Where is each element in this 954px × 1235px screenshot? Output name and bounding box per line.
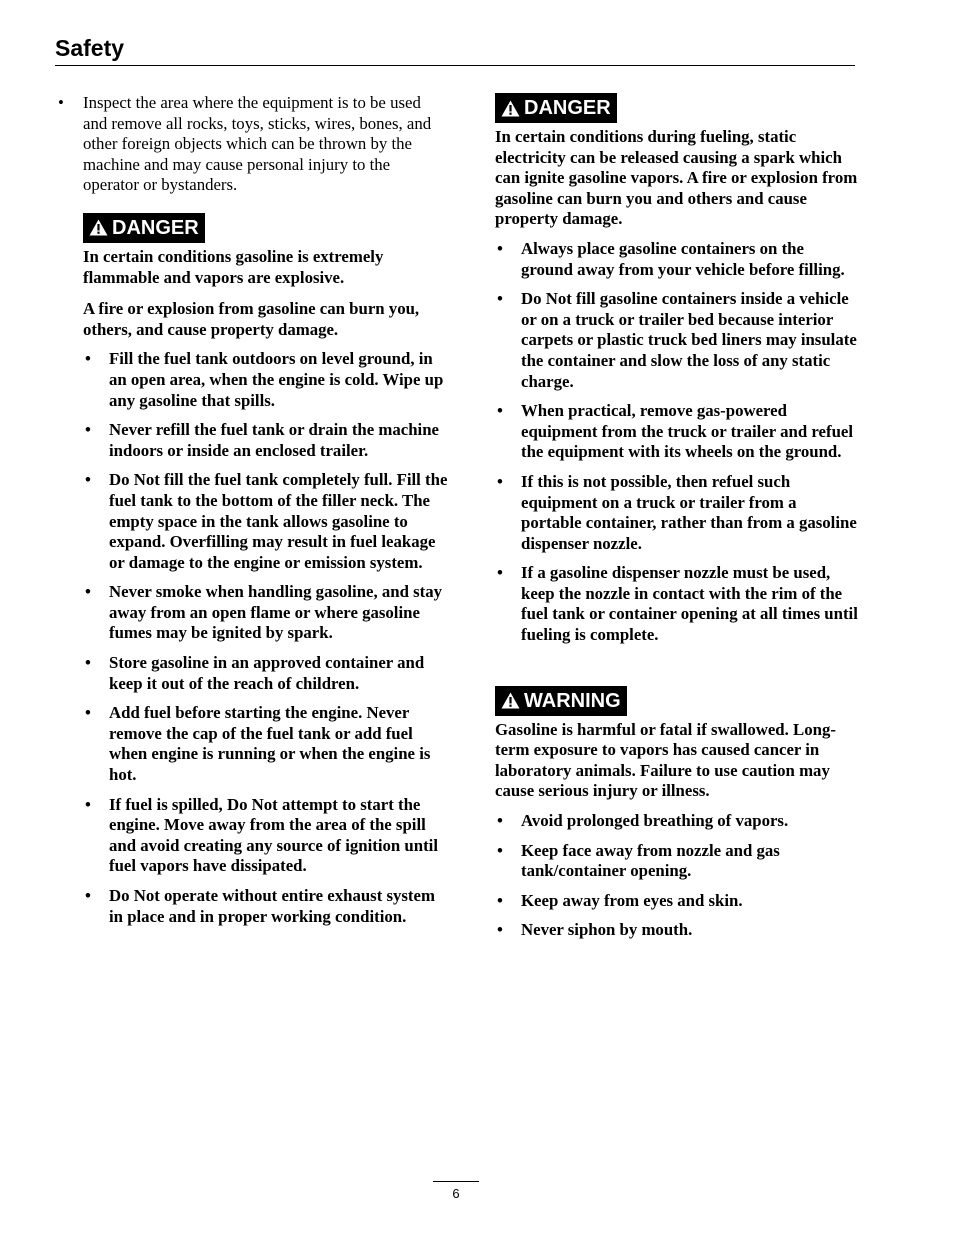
list-item: • Never siphon by mouth. — [495, 920, 860, 941]
warning-swallow-section — [495, 655, 860, 941]
page-title: Safety — [55, 35, 125, 61]
list-item: • Never refill the fuel tank or drain the machine indoors or inside an enclosed trailer. — [83, 420, 448, 461]
danger-label-text: DANGER — [112, 216, 199, 239]
list-item: • If this is not possible, then refuel such equipment on a truck or trailer from a portable container, rather than from a gasoline dispenser nozzle. — [495, 472, 860, 554]
list-item: • Keep face away from nozzle and gas tank/container opening. — [495, 841, 860, 882]
warning-paragraph: Gasoline is harmful or fatal if swallowed. Long-term exposure to vapors has caused cancer in laboratory animals. Failure to use caution may cause serious injury or illness. — [495, 719, 836, 801]
list-item: • If a gasoline dispenser nozzle must be used, keep the nozzle in contact with the rim of the fuel tank or container opening at all times until fueling is complete. — [495, 563, 860, 645]
warning-triangle-icon — [501, 692, 520, 709]
list-item: • Always place gasoline containers on the ground away from your vehicle before filling. — [495, 239, 860, 280]
warning-label-text: WARNING — [524, 689, 621, 712]
list-item: • If fuel is spilled, Do Not attempt to start the engine. Move away from the area of the spill and avoid creating any source of ignition until fuel vapors have dissipated. — [83, 795, 448, 877]
list-item: • Do Not fill the fuel tank completely full. Fill the fuel tank to the bottom of the filler neck. The empty space in the tank allows gasoline to expand. Overfilling may result in fuel leakage or damage to the engine or emission system. — [83, 470, 448, 573]
danger-paragraph: In certain conditions gasoline is extremely flammable and vapors are explosive. — [83, 246, 384, 287]
warning-triangle-icon — [501, 100, 520, 117]
list-item: • Fill the fuel tank outdoors on level ground, in an open area, when the engine is cold. Wipe up any gasoline that spills. — [83, 349, 448, 411]
danger-label-text: DANGER — [524, 97, 611, 119]
warning-triangle-icon — [89, 219, 108, 236]
list-item: • Add fuel before starting the engine. Never remove the cap of the fuel tank or add fuel when engine is running or when the engine is hot. — [83, 703, 448, 785]
danger-fuel-bullets — [83, 349, 448, 927]
list-item: • Do Not fill gasoline containers inside a vehicle or on a truck or trailer bed because interior carpets or plastic truck bed liners may insulate the container and slow the loss of any static charge. — [495, 289, 860, 392]
danger-label — [83, 213, 205, 243]
list-item: • When practical, remove gas-powered equipment from the truck or trailer and refuel the equipment with its wheels on the ground. — [495, 401, 860, 463]
list-item: • Do Not operate without entire exhaust system in place and in proper working condition. — [83, 886, 448, 927]
intro-item: • Inspect the area where the equipment is to be used and remove all rocks, toys, sticks, wires, bones, and other foreign objects which can be thrown by the machine and may cause personal injury to the operator or bystanders. — [56, 93, 448, 196]
danger-fuel-section — [83, 196, 448, 927]
danger-static-bullets — [495, 239, 860, 646]
left-column — [56, 93, 448, 936]
intro-list — [56, 93, 448, 196]
right-column — [470, 93, 860, 950]
list-item: • Avoid prolonged breathing of vapors. — [495, 811, 860, 832]
danger-label — [495, 93, 617, 123]
danger-paragraph: In certain conditions during fueling, static electricity can be released causing a spark which can ignite gasoline vapors. A fire or explosion from gasoline can burn you and others and cause property damage. — [495, 127, 858, 229]
danger-paragraph: A fire or explosion from gasoline can burn you, others, and cause property damage. — [83, 299, 420, 339]
list-item: • Keep away from eyes and skin. — [495, 891, 860, 912]
list-item: • Store gasoline in an approved container and keep it out of the reach of children. — [83, 653, 448, 694]
list-item: • Never smoke when handling gasoline, and stay away from an open flame or where gasoline fumes may be ignited by spark. — [83, 582, 448, 644]
danger-static-section — [495, 93, 860, 646]
page-number: 6 — [433, 1181, 479, 1202]
warning-bullets — [495, 811, 860, 941]
warning-label — [495, 686, 627, 716]
page-header — [55, 34, 855, 66]
